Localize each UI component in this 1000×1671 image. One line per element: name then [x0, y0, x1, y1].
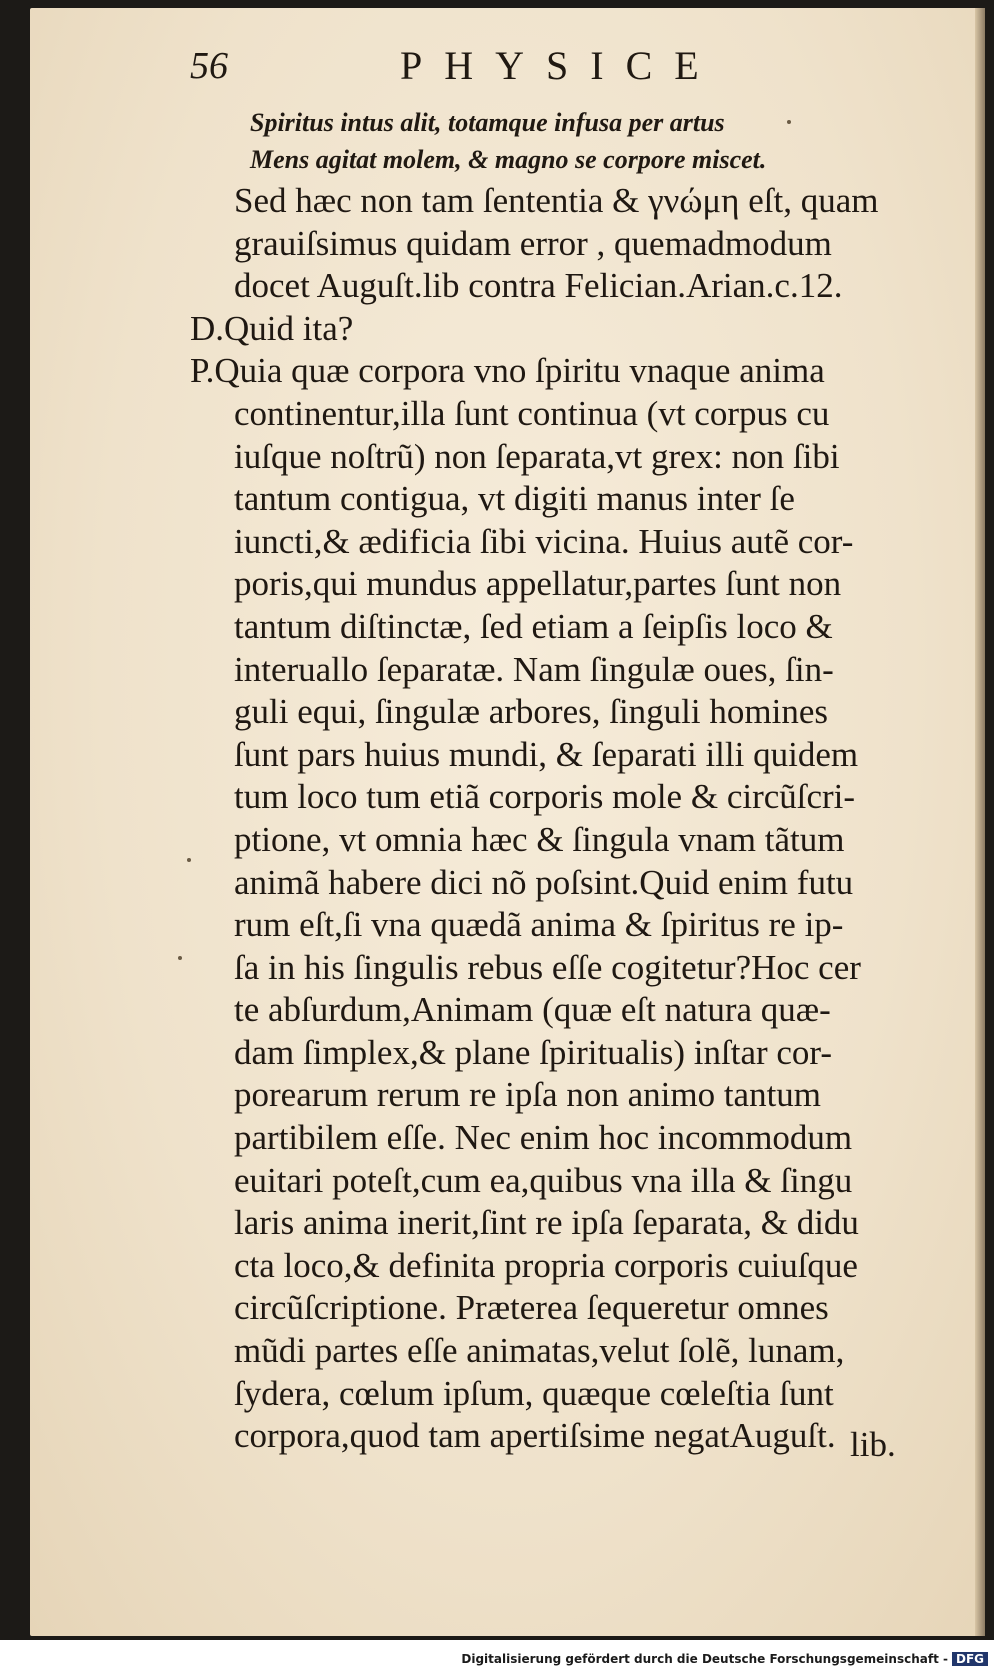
- verse-line-1: Spiritus intus alit, totamque infusa per artus: [250, 108, 725, 137]
- text-line: cta loco,& definita propria corporis cuiuſque: [234, 1245, 858, 1285]
- footer-credit-text: Digitalisierung gefördert durch die Deutsche Forschungsgemeinschaft -: [461, 1652, 948, 1666]
- text-line: ſunt pars huius mundi, & ſeparati illi quidem: [234, 734, 859, 774]
- text-line: D.Quid ita?: [190, 308, 354, 348]
- verse-line-2: Mens agitat molem, & magno se corpore miscet.: [250, 145, 767, 174]
- footer-credit: [461, 1652, 988, 1666]
- text-line: corpora,quod tam apertiſsime negatAuguſt.: [234, 1416, 836, 1456]
- text-line: iuſque noſtrũ) non ſeparata,vt grex: non ſibi: [234, 436, 840, 476]
- text-line: ptione, vt omnia hæc & ſingula vnam tãtum: [234, 819, 845, 859]
- text-line: docet Auguſt.lib contra Felician.Arian.c.12.: [234, 266, 843, 306]
- text-line: P.Quia quæ corpora vno ſpiritu vnaque anima: [190, 351, 825, 391]
- text-line: dam ſimplex,& plane ſpiritualis) inſtar cor-: [234, 1032, 833, 1072]
- text-line: iuncti,& ædificia ſibi vicina. Huius autẽ cor-: [234, 521, 854, 561]
- text-line: rum eſt,ſi vna quædã anima & ſpiritus re ip-: [234, 905, 844, 945]
- text-line: guli equi, ſingulæ arbores, ſinguli homines: [234, 692, 828, 732]
- page-edge-shadow: [975, 8, 985, 1636]
- text-line: continentur,illa ſunt continua (vt corpus cu: [234, 393, 830, 433]
- text-line: tantum diſtinctæ, ſed etiam a ſeipſis loco &: [234, 606, 833, 646]
- running-title: PHYSICE: [400, 43, 721, 88]
- body-text: [190, 180, 925, 1458]
- text-line: porearum rerum re ipſa non animo tantum: [234, 1075, 822, 1115]
- text-line: partibilem eſſe. Nec enim hoc incommodum: [234, 1118, 853, 1158]
- text-line: tum loco tum etiã corporis mole & circũſcri-: [234, 777, 856, 817]
- text-line: Sed hæc non tam ſententia & γνώμη eſt, quam: [234, 181, 879, 220]
- text-line: interuallo ſeparatæ. Nam ſingulæ oues, ſin-: [234, 649, 834, 689]
- text-line: tantum contigua, vt digiti manus inter ſe: [234, 479, 795, 519]
- text-line: ſydera, cœlum ipſum, quæque cœleſtia ſunt: [234, 1373, 834, 1413]
- text-line: circũſcriptione. Præterea ſequeretur omnes: [234, 1288, 829, 1328]
- paper-speck: [178, 956, 182, 960]
- dfg-logo: DFG: [952, 1652, 988, 1666]
- page-number: 56: [190, 45, 228, 87]
- text-line: ſa in his ſingulis rebus eſſe cogitetur?Hoc cer: [234, 947, 861, 987]
- text-line: mũdi partes eſſe animatas,velut ſolẽ, lunam,: [234, 1331, 845, 1371]
- text-line: euitari poteſt,cum ea,quibus vna illa & ſingu: [234, 1160, 853, 1200]
- text-line: animã habere dici nõ poſsint.Quid enim futu: [234, 862, 854, 902]
- text-line: laris anima inerit,ſint re ipſa ſeparata, & didu: [234, 1203, 859, 1243]
- running-header: [190, 42, 910, 90]
- catchword: lib.: [850, 1425, 896, 1464]
- text-line: te abſurdum,Animam (quæ eſt natura quæ-: [234, 990, 831, 1030]
- text-line: grauiſsimus quidam error , quemadmodum: [234, 223, 832, 263]
- text-line: poris,qui mundus appellatur,partes ſunt non: [234, 564, 842, 604]
